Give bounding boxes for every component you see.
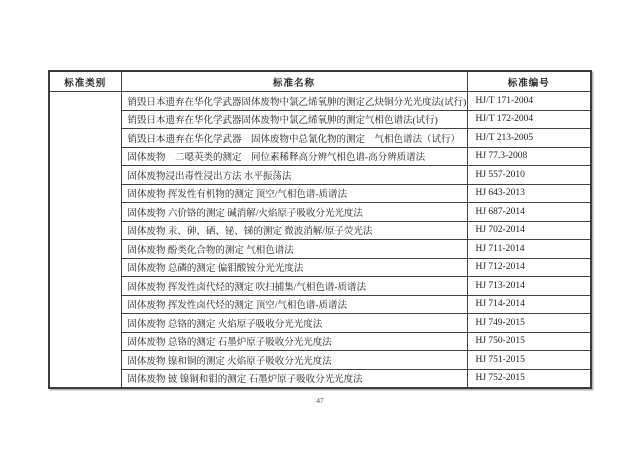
table-row [49, 129, 591, 148]
standard-name: 固体废物 总铬的测定 火焰原子吸收分光光度法 [121, 314, 467, 333]
table-row [49, 184, 591, 203]
table-row [49, 221, 591, 240]
table-row [49, 203, 591, 222]
table-row [49, 258, 591, 277]
category-merged-cell [49, 92, 121, 389]
standard-name: 固体废物 挥发性卤代烃的测定 吹扫捕集/气相色谱-质谱法 [121, 277, 467, 296]
standard-code: HJ 750-2015 [467, 332, 591, 351]
table-row [49, 332, 591, 351]
table-row [49, 240, 591, 259]
standard-name: 固体废物 总铬的测定 石墨炉原子吸收分光光度法 [121, 332, 467, 351]
standard-name: 固体废物 镍和铜的测定 火焰原子吸收分光光度法 [121, 351, 467, 370]
standard-name: 固体废物 挥发性卤代烃的测定 顶空/气相色谱-质谱法 [121, 295, 467, 314]
header-standard-category: 标准类别 [49, 71, 121, 92]
standard-code: HJ 702-2014 [467, 221, 591, 240]
standard-code: HJ 711-2014 [467, 240, 591, 259]
table-row [49, 295, 591, 314]
standard-name: 固体废物 总磷的测定 偏钼酸铵分光光度法 [121, 258, 467, 277]
standard-name: 销毁日本遗弃在华化学武器固体废物中氯乙烯氧胂的测定乙炔铜分光光度法(试行) [121, 92, 467, 111]
standard-code: HJ/T 172-2004 [467, 110, 591, 129]
standard-name: 销毁日本遗弃在华化学武器固体废物中氯乙烯氧胂的测定气相色谱法(试行) [121, 110, 467, 129]
table-row [49, 147, 591, 166]
standard-code: HJ 712-2014 [467, 258, 591, 277]
table-row [49, 314, 591, 333]
standard-name: 固体废物 六价铬的测定 碱消解/火焰原子吸收分光光度法 [121, 203, 467, 222]
page-number: 47 [316, 396, 324, 405]
header-standard-name: 标准名称 [121, 71, 467, 92]
standard-name: 固体废物 酚类化合物的测定 气相色谱法 [121, 240, 467, 259]
standard-code: HJ/T 171-2004 [467, 92, 591, 111]
table-row [49, 369, 591, 388]
standard-name: 固体废物 汞、砷、硒、铋、锑的测定 微波消解/原子荧光法 [121, 221, 467, 240]
standard-code: HJ 77.3-2008 [467, 147, 591, 166]
standard-code: HJ 751-2015 [467, 351, 591, 370]
table-row [49, 277, 591, 296]
standard-name: 固体废物 铍 镍铜和钼的测定 石墨炉原子吸收分光光度法 [121, 369, 467, 388]
standard-code: HJ 713-2014 [467, 277, 591, 296]
standard-code: HJ/T 213-2005 [467, 129, 591, 148]
standard-name: 销毁日本遗弃在华化学武器 固体废物中总氰化物的测定 气相色谱法（试行） [121, 129, 467, 148]
standard-name: 固体废物 挥发性有机物的测定 顶空/气相色谱-质谱法 [121, 184, 467, 203]
table-row [49, 110, 591, 129]
table-row [49, 351, 591, 370]
table-row [49, 92, 591, 111]
standard-code: HJ 714-2014 [467, 295, 591, 314]
standard-code: HJ 749-2015 [467, 314, 591, 333]
standard-code: HJ 643-2013 [467, 184, 591, 203]
header-standard-code: 标准编号 [467, 71, 591, 92]
standards-table [48, 70, 592, 389]
standard-code: HJ 687-2014 [467, 203, 591, 222]
standard-name: 固体废物浸出毒性浸出方法 水平振荡法 [121, 166, 467, 185]
table-row [49, 166, 591, 185]
standard-name: 固体废物 二噁英类的测定 同位素稀释高分辨气相色谱-高分辨质谱法 [121, 147, 467, 166]
standard-code: HJ 557-2010 [467, 166, 591, 185]
standard-code: HJ 752-2015 [467, 369, 591, 388]
table-header-row [49, 71, 591, 92]
